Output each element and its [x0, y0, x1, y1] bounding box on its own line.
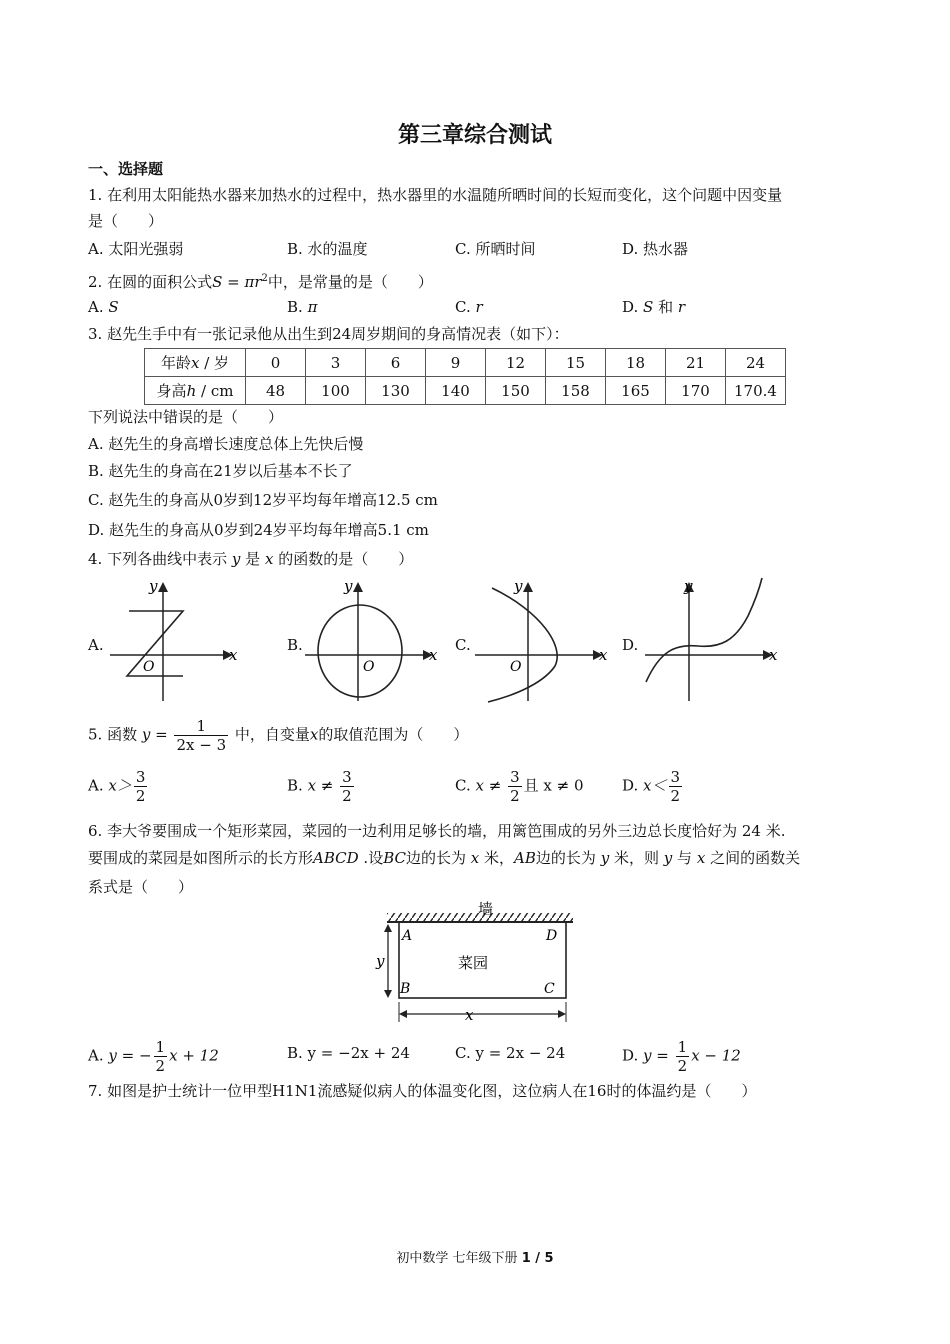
q6-option-b: B. y = −2x + 24 [287, 1044, 410, 1062]
table-cell: 170 [666, 377, 726, 405]
q4-label-c: C. [455, 636, 471, 654]
corner-a: A [402, 928, 413, 944]
table-row [145, 377, 786, 405]
table-cell: 100 [306, 377, 366, 405]
q7-text: 7. 如图是护士统计一位甲型H1N1流感疑似病人的体温变化图，这位病人在16时的体温约是（ ） [88, 1082, 757, 1100]
table-cell: 130 [366, 377, 426, 405]
table-cell: 6 [366, 349, 426, 377]
table-cell: 18 [606, 349, 666, 377]
q3-text: 3. 赵先生手中有一张记录他从出生到24周岁期间的身高情况表（如下）： [88, 325, 569, 343]
q3-option-b: B. 赵先生的身高在21岁以后基本不长了 [88, 462, 353, 480]
table-cell: 150 [486, 377, 546, 405]
q4-text: 4. 下列各曲线中表示 y 是 x 的函数的是（ ） [88, 550, 414, 568]
garden-figure [370, 898, 585, 1026]
table-cell: 158 [546, 377, 606, 405]
q6-option-a: A. y = − $\frac{1}{2}$ x + 12 [88, 1038, 219, 1075]
q1-option-d: D. 热水器 [622, 240, 689, 258]
table-cell-label: 年龄x / 岁 [145, 349, 246, 377]
dim-x-label: x [465, 1006, 474, 1024]
q1-text-line1: 1. 在利用太阳能热水器来加热水的过程中，热水器里的水温随所晒时间的长短而变化，这个问题中因变量 [88, 186, 783, 204]
q2-option-b: B. π [287, 298, 318, 316]
q6-line2: 要围成的菜园是如图所示的长方形ABCD .设BC边的长为 x 米，AB边的长为 y 米，则 y 与 x 之间的函数关 [88, 849, 801, 867]
corner-c: C [544, 981, 555, 997]
page-number: 1 / 5 [521, 1251, 554, 1266]
table-cell: 24 [726, 349, 786, 377]
q1-option-b: B. 水的温度 [287, 240, 368, 258]
table-cell: 0 [246, 349, 306, 377]
q3-option-a: A. 赵先生的身高增长速度总体上先快后慢 [88, 435, 364, 453]
garden-label: 菜园 [458, 954, 489, 972]
q3-option-d: D. 赵先生的身高从0岁到24岁平均每年增高5.1 cm [88, 521, 429, 539]
axis-y-label: y [149, 577, 158, 595]
dim-y-label: y [376, 952, 385, 970]
q1-text-line2: 是（ ） [88, 212, 164, 230]
table-row [145, 349, 786, 377]
axis-y-label: y [344, 577, 353, 595]
q6-line3: 系式是（ ） [88, 878, 194, 896]
origin-label: O [143, 659, 155, 675]
section-heading: 一、选择题 [88, 160, 164, 178]
q2-option-a: A. S [88, 298, 119, 316]
q6-option-d: D. y = $\frac{1}{2}$ x − 12 [622, 1038, 741, 1075]
table-cell: 3 [306, 349, 366, 377]
origin-label: O [363, 659, 375, 675]
wall-label: 墙 [478, 900, 494, 918]
table-cell: 12 [486, 349, 546, 377]
table-cell-label: 身高h / cm [145, 377, 246, 405]
table-cell: 48 [246, 377, 306, 405]
q3-after: 下列说法中错误的是（ ） [88, 408, 284, 426]
height-table [144, 348, 786, 405]
axis-x-label: x [229, 646, 238, 664]
axis-y-label: y [514, 577, 523, 595]
origin-label: O [510, 659, 522, 675]
q6-line1: 6. 李大爷要围成一个矩形菜园，菜园的一边利用足够长的墙，用篱笆围成的另外三边总长度恰好为 24 米. [88, 822, 786, 840]
graph-a [105, 576, 250, 706]
axis-x-label: x [769, 646, 778, 664]
q5-option-b: B. x ≠ $\frac{3}{2}$ [287, 768, 352, 805]
q1-option-a: A. 太阳光强弱 [88, 240, 184, 258]
table-cell: 165 [606, 377, 666, 405]
q6-option-c: C. y = 2x − 24 [455, 1044, 566, 1062]
table-cell: 21 [666, 349, 726, 377]
q1-option-c: C. 所晒时间 [455, 240, 536, 258]
q5-option-d: D. x＜ $\frac{3}{2}$ [622, 768, 681, 805]
table-cell: 9 [426, 349, 486, 377]
table-cell: 140 [426, 377, 486, 405]
graph-c [470, 576, 615, 706]
graph-b [300, 576, 445, 706]
q5-option-a: A. x＞ $\frac{3}{2}$ [88, 768, 146, 805]
q5-text: 5. 函数 y = $\frac{1}{2x - 3}$ 中，自变量x的取值范围为（ ） [88, 717, 469, 754]
q3-option-c: C. 赵先生的身高从0岁到12岁平均每年增高12.5 cm [88, 491, 438, 509]
corner-b: B [400, 981, 411, 997]
q5-option-c: C. x ≠ $\frac{3}{2}$ 且 x ≠ 0 [455, 768, 584, 805]
page-footer: 初中数学 七年级下册 1 / 5 [396, 1251, 554, 1266]
graph-d [640, 576, 785, 706]
q2-option-d: D. S 和 r [622, 298, 686, 316]
q4-label-a: A. [88, 636, 104, 654]
q4-label-b: B. [287, 636, 303, 654]
table-cell: 170.4 [726, 377, 786, 405]
page-title: 第三章综合测试 [397, 123, 552, 148]
corner-d: D [546, 928, 558, 944]
q5-fraction: $\frac{1}{2x - 3}$ [176, 717, 227, 754]
q4-label-d: D. [622, 636, 639, 654]
axis-x-label: x [599, 646, 608, 664]
q2-option-c: C. r [455, 298, 483, 316]
axis-x-label: x [429, 646, 438, 664]
axis-y-label: y [684, 577, 693, 595]
table-cell: 15 [546, 349, 606, 377]
q2-text: 2. 在圆的面积公式$S = \pi r^2$中，是常量的是（ ） [88, 273, 433, 291]
